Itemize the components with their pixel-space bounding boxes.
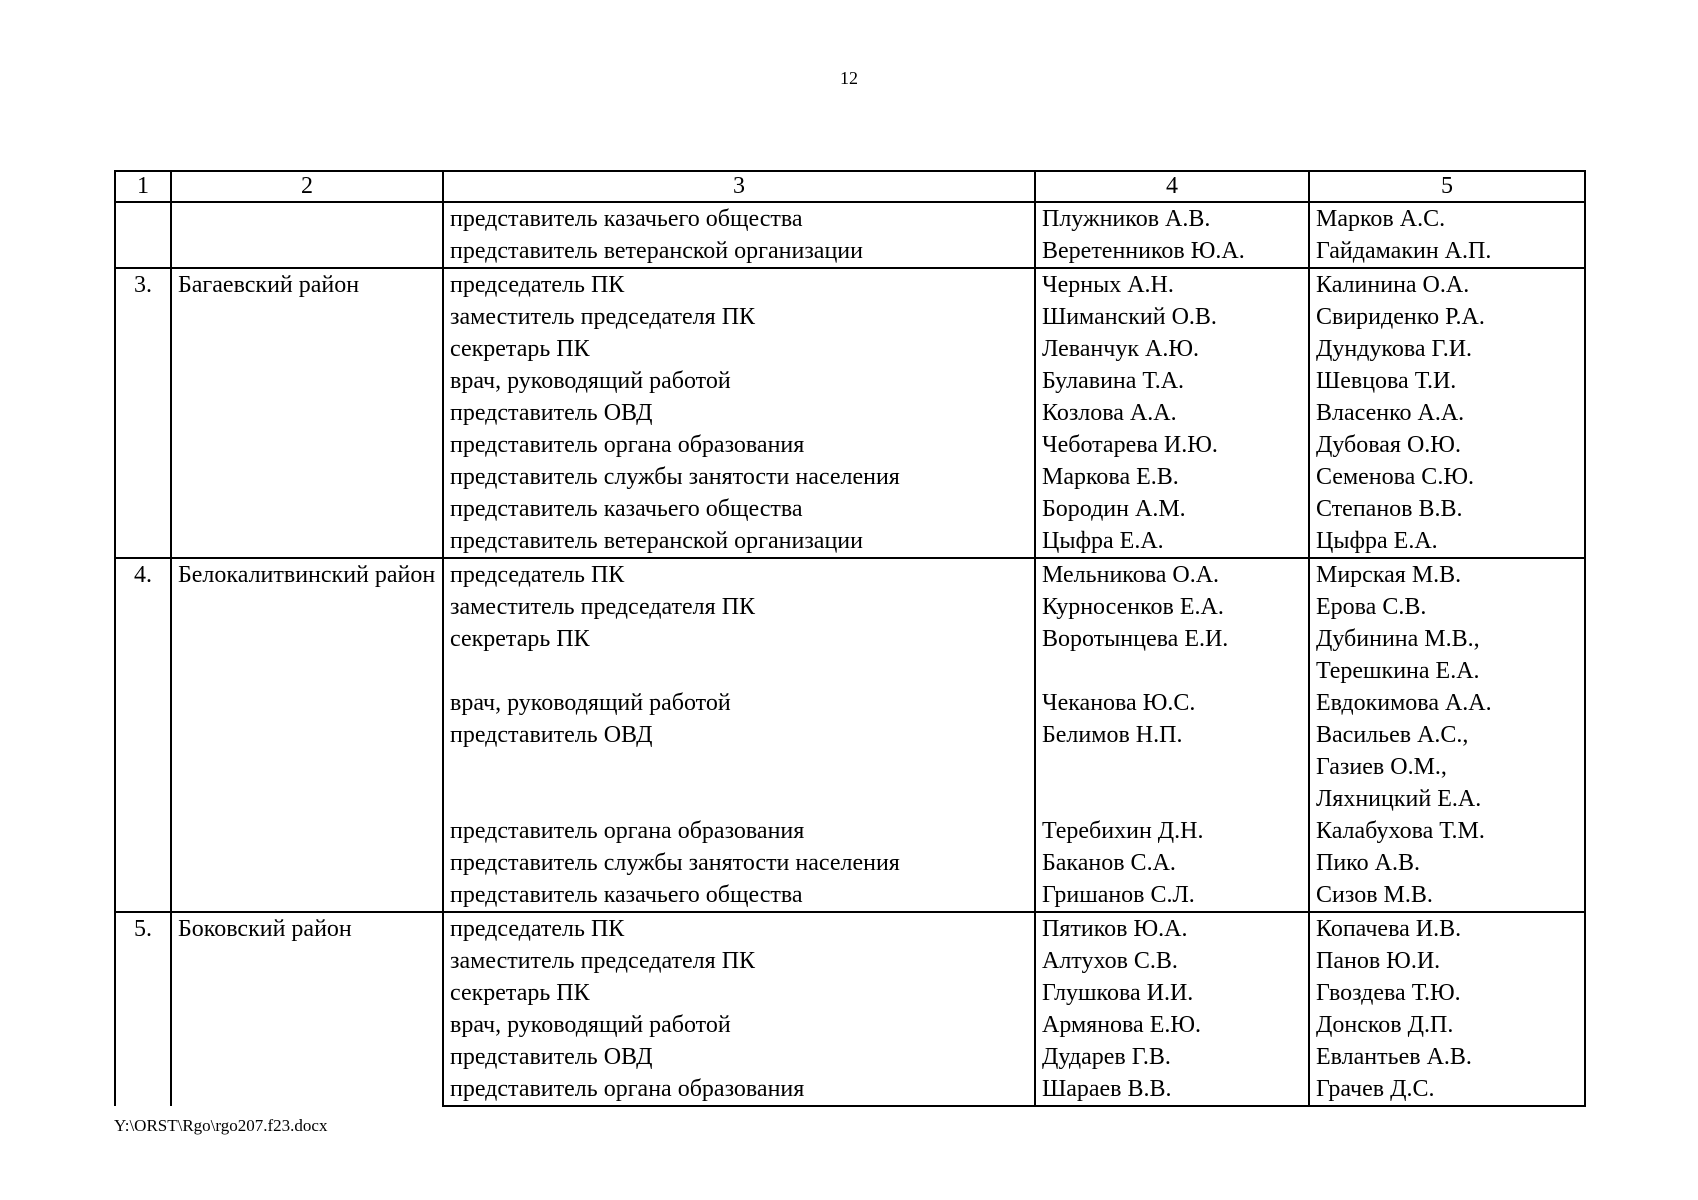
member-name: Бородин А.М. [1035, 493, 1309, 525]
member-name: Булавина Т.А. [1035, 365, 1309, 397]
member-name: Веретенников Ю.А. [1035, 235, 1309, 268]
table-row [115, 558, 1585, 591]
member-name: Леванчук А.Ю. [1035, 333, 1309, 365]
position: врач, руководящий работой [443, 1009, 1035, 1041]
row-number: 5. [115, 912, 171, 1106]
table-body [115, 171, 1585, 1106]
member-name: Курносенков Е.А. [1035, 591, 1309, 623]
member-name: Плужников А.В. [1035, 202, 1309, 235]
district-name: Белокалитвинский район [171, 558, 443, 912]
position: представитель ОВД [443, 397, 1035, 429]
reserve-member-name: Мирская М.В. [1309, 558, 1585, 591]
member-name: Козлова А.А. [1035, 397, 1309, 429]
position: заместитель председателя ПК [443, 945, 1035, 977]
row-number [115, 202, 171, 268]
reserve-member-name: Цыфра Е.А. [1309, 525, 1585, 558]
reserve-member-name: Евлантьев А.В. [1309, 1041, 1585, 1073]
position: представитель казачьего общества [443, 202, 1035, 235]
reserve-member-name: Панов Ю.И. [1309, 945, 1585, 977]
position: представитель ветеранской организации [443, 525, 1035, 558]
reserve-member-name: Терешкина Е.А. [1309, 655, 1585, 687]
reserve-member-name: Сизов М.В. [1309, 879, 1585, 912]
member-name: Белимов Н.П. [1035, 719, 1309, 751]
position: представитель ветеранской организации [443, 235, 1035, 268]
position: заместитель председателя ПК [443, 591, 1035, 623]
position: представитель службы занятости населения [443, 847, 1035, 879]
position: представитель органа образования [443, 429, 1035, 461]
member-name: Чеканова Ю.С. [1035, 687, 1309, 719]
header-cell-5: 5 [1309, 171, 1585, 202]
file-path: Y:\ORST\Rgo\rgo207.f23.docx [114, 1116, 328, 1135]
member-name: Цыфра Е.А. [1035, 525, 1309, 558]
reserve-member-name: Васильев А.С., [1309, 719, 1585, 751]
member-name: Черных А.Н. [1035, 268, 1309, 301]
reserve-member-name: Дубинина М.В., [1309, 623, 1585, 655]
position: председатель ПК [443, 558, 1035, 591]
member-name: Воротынцева Е.И. [1035, 623, 1309, 655]
member-name: Дударев Г.В. [1035, 1041, 1309, 1073]
position [443, 655, 1035, 687]
member-name: Армянова Е.Ю. [1035, 1009, 1309, 1041]
position: представитель ОВД [443, 1041, 1035, 1073]
position: председатель ПК [443, 268, 1035, 301]
reserve-member-name: Шевцова Т.И. [1309, 365, 1585, 397]
member-name: Чеботарева И.Ю. [1035, 429, 1309, 461]
commission-table [114, 170, 1586, 1107]
reserve-member-name: Свириденко Р.А. [1309, 301, 1585, 333]
table-row [115, 912, 1585, 945]
position: заместитель председателя ПК [443, 301, 1035, 333]
reserve-member-name: Грачев Д.С. [1309, 1073, 1585, 1106]
reserve-member-name: Гвоздева Т.Ю. [1309, 977, 1585, 1009]
position [443, 783, 1035, 815]
member-name: Шиманский О.В. [1035, 301, 1309, 333]
reserve-member-name: Гайдамакин А.П. [1309, 235, 1585, 268]
member-name: Мельникова О.А. [1035, 558, 1309, 591]
member-name: Шараев В.В. [1035, 1073, 1309, 1106]
reserve-member-name: Газиев О.М., [1309, 751, 1585, 783]
reserve-member-name: Марков А.С. [1309, 202, 1585, 235]
header-cell-1: 1 [115, 171, 171, 202]
table-header-row [115, 171, 1585, 202]
reserve-member-name: Донсков Д.П. [1309, 1009, 1585, 1041]
member-name: Теребихин Д.Н. [1035, 815, 1309, 847]
page-number: 12 [840, 68, 858, 88]
row-number: 4. [115, 558, 171, 912]
district-name: Боковский район [171, 912, 443, 1106]
position: представитель казачьего общества [443, 493, 1035, 525]
reserve-member-name: Власенко А.А. [1309, 397, 1585, 429]
position: представитель органа образования [443, 815, 1035, 847]
table-row [115, 202, 1585, 235]
position: секретарь ПК [443, 977, 1035, 1009]
district-name: Багаевский район [171, 268, 443, 558]
reserve-member-name: Дубовая О.Ю. [1309, 429, 1585, 461]
table-row [115, 268, 1585, 301]
position: представитель ОВД [443, 719, 1035, 751]
position: представитель службы занятости населения [443, 461, 1035, 493]
position: врач, руководящий работой [443, 365, 1035, 397]
position: секретарь ПК [443, 333, 1035, 365]
district-name [171, 202, 443, 268]
position: представитель казачьего общества [443, 879, 1035, 912]
position: председатель ПК [443, 912, 1035, 945]
reserve-member-name: Калабухова Т.М. [1309, 815, 1585, 847]
reserve-member-name: Степанов В.В. [1309, 493, 1585, 525]
member-name: Маркова Е.В. [1035, 461, 1309, 493]
reserve-member-name: Пико А.В. [1309, 847, 1585, 879]
member-name: Пятиков Ю.А. [1035, 912, 1309, 945]
member-name [1035, 655, 1309, 687]
reserve-member-name: Калинина О.А. [1309, 268, 1585, 301]
reserve-member-name: Дундукова Г.И. [1309, 333, 1585, 365]
row-number: 3. [115, 268, 171, 558]
position: представитель органа образования [443, 1073, 1035, 1106]
position: секретарь ПК [443, 623, 1035, 655]
position [443, 751, 1035, 783]
reserve-member-name: Семенова С.Ю. [1309, 461, 1585, 493]
header-cell-3: 3 [443, 171, 1035, 202]
header-cell-2: 2 [171, 171, 443, 202]
header-cell-4: 4 [1035, 171, 1309, 202]
reserve-member-name: Евдокимова А.А. [1309, 687, 1585, 719]
member-name [1035, 751, 1309, 783]
reserve-member-name: Ерова С.В. [1309, 591, 1585, 623]
member-name: Гришанов С.Л. [1035, 879, 1309, 912]
reserve-member-name: Ляхницкий Е.А. [1309, 783, 1585, 815]
position: врач, руководящий работой [443, 687, 1035, 719]
member-name [1035, 783, 1309, 815]
member-name: Алтухов С.В. [1035, 945, 1309, 977]
member-name: Глушкова И.И. [1035, 977, 1309, 1009]
member-name: Баканов С.А. [1035, 847, 1309, 879]
reserve-member-name: Копачева И.В. [1309, 912, 1585, 945]
